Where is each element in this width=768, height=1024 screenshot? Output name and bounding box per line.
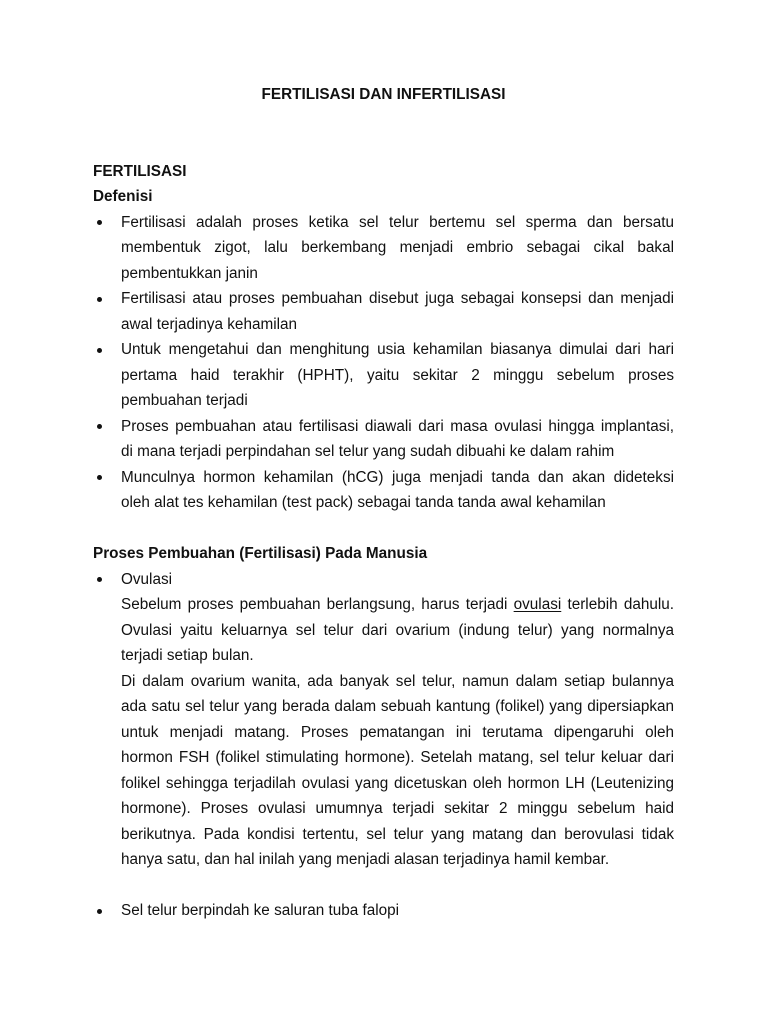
bullet-marker	[97, 424, 102, 429]
blank-line	[93, 516, 674, 542]
bullet-item	[93, 465, 674, 516]
ovulasi-link[interactable]: ovulasi	[513, 596, 562, 613]
bullet-item-sel-telur	[93, 898, 674, 924]
bullet-item	[93, 337, 674, 414]
paragraph	[121, 669, 674, 873]
text-line: pertama haid terakhir (HPHT), yaitu sekitar 2 minggu sebelum proses	[121, 366, 674, 384]
text-line: Proses pembuahan atau fertilisasi diawali dari masa ovulasi hingga implantasi,	[121, 417, 674, 435]
text-line: Ovulasi yaitu keluarnya sel telur dari ovarium (indung telur) yang normalnya	[121, 621, 674, 639]
document-content	[93, 82, 674, 924]
bullet-item	[93, 414, 674, 465]
bullet-marker	[97, 577, 102, 582]
blank-line	[93, 133, 674, 159]
document-title: FERTILISASI DAN INFERTILISASI	[261, 86, 506, 103]
paragraph	[121, 592, 674, 669]
text-line	[121, 592, 674, 618]
bullet-marker	[97, 475, 102, 480]
text-span: terlebih dahulu.	[561, 596, 675, 613]
text-line: di mana terjadi perpindahan sel telur yang sudah dibuahi ke dalam rahim	[121, 443, 615, 460]
bullet-item	[93, 210, 674, 287]
section-heading-proses-pembuahan: Proses Pembuahan (Fertilisasi) Pada Manusia	[93, 545, 428, 562]
text-line: hormone). Proses ovulasi umumnya terjadi sekitar 2 minggu sebelum haid	[121, 800, 674, 817]
bullet-label: Sel telur berpindah ke saluran tuba falopi	[121, 902, 400, 919]
text-line: Munculnya hormon kehamilan (hCG) juga menjadi tanda dan akan dideteksi	[121, 468, 674, 486]
bullet-marker	[97, 348, 102, 353]
text-line: berikutnya. Pada kondisi tertentu, sel telur yang matang dan berovulasi tidak	[121, 825, 674, 843]
text-line: hormon FSH (folikel stimulating hormone). Setelah matang, sel telur keluar dari	[121, 749, 674, 766]
text-line: oleh alat tes kehamilan (test pack) sebagai tanda tanda awal kehamilan	[121, 494, 606, 511]
bullet-label: Ovulasi	[121, 570, 173, 588]
subheading-defenisi: Defenisi	[93, 188, 153, 205]
bullet-item-ovulasi	[93, 567, 674, 873]
text-line: Di dalam ovarium wanita, ada banyak sel telur, namun dalam setiap bulannya	[121, 672, 674, 690]
blank-line	[93, 108, 674, 134]
text-line: ada satu sel telur yang berada dalam sebuah kantung (folikel) yang dipersiapkan	[121, 698, 674, 715]
bullet-item	[93, 286, 674, 337]
text-line: folikel sehingga terjadilah ovulasi yang dicetuskan oleh hormon LH (Leutenizing	[121, 774, 674, 792]
text-line: Fertilisasi atau proses pembuahan disebut juga sebagai konsepsi dan menjadi	[121, 290, 674, 307]
bullet-marker	[97, 909, 102, 914]
text-line: Untuk mengetahui dan menghitung usia kehamilan biasanya dimulai dari hari	[121, 341, 674, 358]
text-line: Fertilisasi adalah proses ketika sel telur bertemu sel sperma dan bersatu	[121, 213, 674, 231]
text-span: Sebelum proses pembuahan berlangsung, harus terjadi	[121, 596, 514, 613]
text-line: pembentukkan janin	[121, 264, 258, 282]
bullet-marker	[97, 220, 102, 225]
text-line: hanya satu, dan hal inilah yang menjadi alasan terjadinya hamil kembar.	[121, 851, 610, 868]
text-line: untuk menjadi matang. Proses pematangan ini terutama dipengaruhi oleh	[121, 723, 674, 741]
text-line: membentuk zigot, lalu berkembang menjadi embrio sebagai cikal bakal	[121, 239, 674, 256]
text-line: awal terjadinya kehamilan	[121, 315, 298, 333]
section-heading-fertilisasi: FERTILISASI	[93, 162, 187, 180]
text-line: pembuahan terjadi	[121, 392, 248, 409]
text-line: terjadi setiap bulan.	[121, 647, 254, 664]
blank-line	[93, 873, 674, 899]
bullet-marker	[97, 297, 102, 302]
